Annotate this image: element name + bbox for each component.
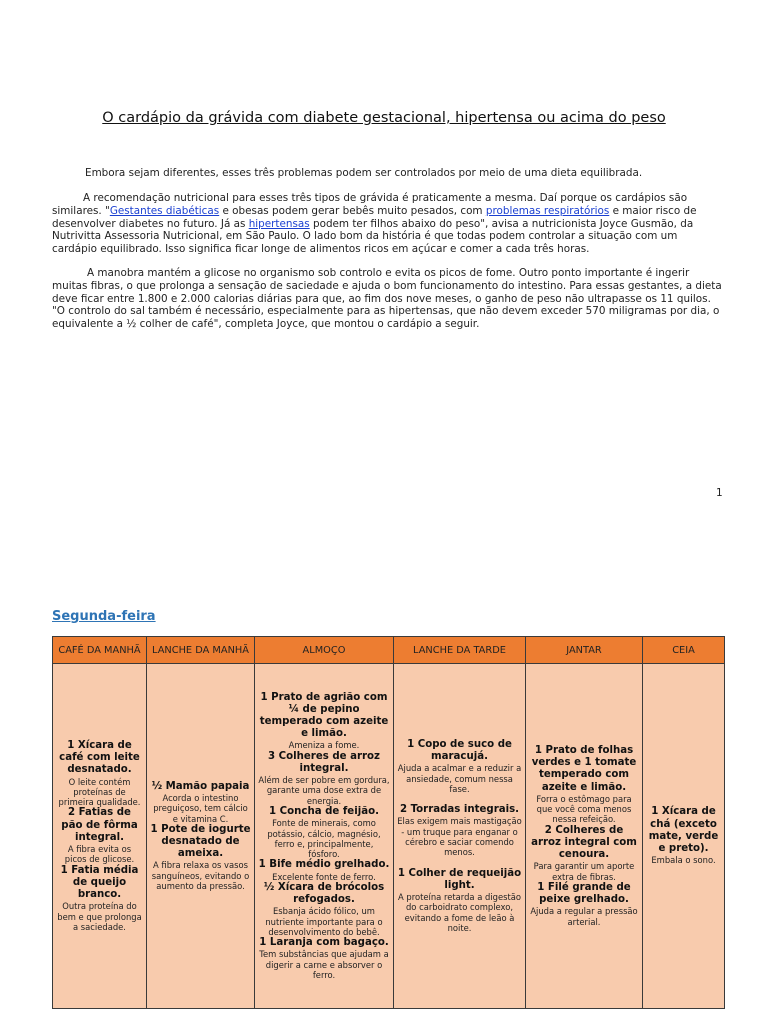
meal-item: 2 Fatias de pão de fôrma integral. bbox=[61, 807, 138, 843]
cell-ceia bbox=[643, 664, 725, 1009]
meal-note: A fibra relaxa os vasos sanguíneos, evitando o aumento da pressão. bbox=[151, 860, 250, 891]
link-gestantes-diabeticas[interactable]: Gestantes diabéticas bbox=[109, 204, 220, 217]
meal-item: 1 Colher de requeijão light. bbox=[397, 867, 522, 891]
link-problemas-respiratorios[interactable]: problemas respiratórios bbox=[485, 204, 610, 217]
meal-item: 2 Colheres de arroz integral com cenoura. bbox=[531, 824, 637, 861]
meal-item: 1 Pote de iogurte desnatado de ameixa. bbox=[150, 823, 251, 860]
meal-note: Tem substâncias que ajudam a digerir a carne e absorver o ferro. bbox=[259, 949, 389, 981]
paragraph-text: A recomendação nutricional para esses três tipos de grávida é praticamente a mesma. Daí porque os cardápios são similares. " bbox=[52, 192, 688, 217]
meal-note: Para garantir um aporte extra de fibras. bbox=[533, 861, 635, 882]
meal-item: 1 Prato de agrião com ¼ de pepino temperado com azeite e limão. bbox=[259, 691, 389, 740]
meal-note: Forra o estômago para que você coma menos nessa refeição. bbox=[536, 793, 632, 825]
header-almoco: ALMOÇO bbox=[255, 637, 394, 664]
header-jantar: JANTAR bbox=[526, 637, 643, 664]
meal-item: 1 Copo de suco de maracujá. bbox=[407, 738, 512, 763]
meal-note: A proteína retarda a digestão do carboidrato complexo, evitando a fome de leão à noite. bbox=[398, 891, 521, 933]
meal-note: Ameniza a fome. bbox=[288, 740, 360, 751]
meal-item: 1 Concha de feijão. bbox=[269, 806, 379, 818]
meal-item: 1 Prato de folhas verdes e 1 tomate temperado com azeite e limão. bbox=[531, 745, 637, 793]
meal-item: 3 Colheres de arroz integral. bbox=[268, 750, 380, 774]
meal-item: 1 Xícara de chá (exceto mate, verde e preto). bbox=[648, 806, 719, 855]
meal-note: Ajuda a regular a pressão arterial. bbox=[530, 906, 638, 927]
meal-item: 2 Torradas integrais. bbox=[399, 804, 520, 816]
meal-note: Elas exigem mais mastigação - um truque para enganar o cérebro e saciar comendo menos. bbox=[397, 816, 522, 858]
paragraph-text: e maior risco de desenvolver diabetes no futuro. Já as bbox=[52, 204, 697, 230]
meal-note: Acorda o intestino preguiçoso, tem cálcio e vitamina C. bbox=[153, 792, 248, 824]
glicose-paragraph: A manobra mantém a glicose no organismo sob controlo e evita os picos de fome. Outro ponto importante é ingerir muitas fibras, o que prolonga a sensação de saciedade e ajuda o bom funcionamento do intestino. Para essas gestantes, a dieta deve ficar entre 1.800 e 2.000 calorias diárias para que, ao fim dos nove meses, o ganho de peso não ultrapasse os 11 quilos. "O controlo do sal também é necessário, especialmente para as hipertensas, que não devem exceder 570 miligramas por dia, o equivalente a ½ colher de café", completa Joyce, que montou o cardápio a seguir. bbox=[52, 267, 722, 331]
meal-note: Outra proteína do bem e que prolonga a saciedade. bbox=[57, 901, 142, 932]
cell-lanche-da-tarde bbox=[394, 664, 526, 1009]
meal-item: ½ Mamão papaia bbox=[151, 780, 250, 792]
meal-note: O leite contém proteínas de primeira qualidade. bbox=[58, 776, 141, 808]
meal-item: 1 Filé grande de peixe grelhado. bbox=[537, 881, 631, 906]
meal-table bbox=[52, 636, 725, 1009]
header-lanche-da-manha: LANCHE DA MANHÃ bbox=[147, 637, 255, 664]
meal-note: Excelente fonte de ferro. bbox=[272, 871, 376, 882]
cell-lanche-da-manha bbox=[147, 664, 255, 1009]
meal-item: 1 Fatia média de queijo branco. bbox=[60, 864, 139, 900]
header-lanche-da-tarde: LANCHE DA TARDE bbox=[394, 637, 526, 664]
meal-note: Fonte de minerais, como potássio, cálcio, magnésio, ferro e, principalmente, fósforo. bbox=[267, 818, 381, 860]
meal-item: ½ Xícara de brócolos refogados. bbox=[263, 881, 385, 906]
meal-item: 1 Xícara de café com leite desnatado. bbox=[59, 739, 140, 776]
meal-note: Ajuda a acalmar e a reduzir a ansiedade, comum nessa fase. bbox=[397, 763, 522, 794]
cell-jantar bbox=[526, 664, 643, 1009]
intro-paragraph: Embora sejam diferentes, esses três problemas podem ser controlados por meio de uma dieta equilibrada. bbox=[85, 167, 643, 179]
page-number: 1 bbox=[716, 487, 723, 499]
table-header-row bbox=[53, 637, 725, 664]
meal-item: 1 Bife médio grelhado. bbox=[258, 859, 390, 871]
table-row bbox=[53, 664, 725, 1009]
paragraph-text: e obesas podem gerar bebês muito pesados, com bbox=[219, 204, 486, 217]
meal-note: A fibra evita os picos de glicose. bbox=[64, 844, 135, 865]
recommendation-paragraph bbox=[52, 192, 724, 256]
meal-note: Embala o sono. bbox=[651, 855, 716, 866]
header-cafe-da-manha: CAFÉ DA MANHÃ bbox=[53, 637, 147, 664]
paragraph-text: podem ter filhos abaixo do peso", avisa a nutricionista Joyce Gusmão, da Nutrivitta Assessoria Nutricional, em São Paulo. O lado bom da história é que todas podem controlar a situação com um cardápio equilibrado. Isso significa ficar longe de alimentos ricos em açúcar e comer a cada três horas. bbox=[52, 217, 694, 256]
meal-note: Esbanja ácido fólico, um nutriente importante para o desenvolvimento do bebê. bbox=[265, 906, 383, 937]
meal-note: Além de ser pobre em gordura, garante uma dose extra de energia. bbox=[258, 775, 390, 806]
day-heading: Segunda-feira bbox=[52, 609, 156, 624]
document-title: O cardápio da grávida com diabete gestacional, hipertensa ou acima do peso bbox=[102, 110, 666, 126]
cell-cafe-da-manha bbox=[53, 664, 147, 1009]
meal-item: 1 Laranja com bagaço. bbox=[259, 937, 389, 949]
header-ceia: CEIA bbox=[643, 637, 725, 664]
cell-almoco bbox=[255, 664, 394, 1009]
link-hipertensas[interactable]: hipertensas bbox=[248, 217, 310, 230]
